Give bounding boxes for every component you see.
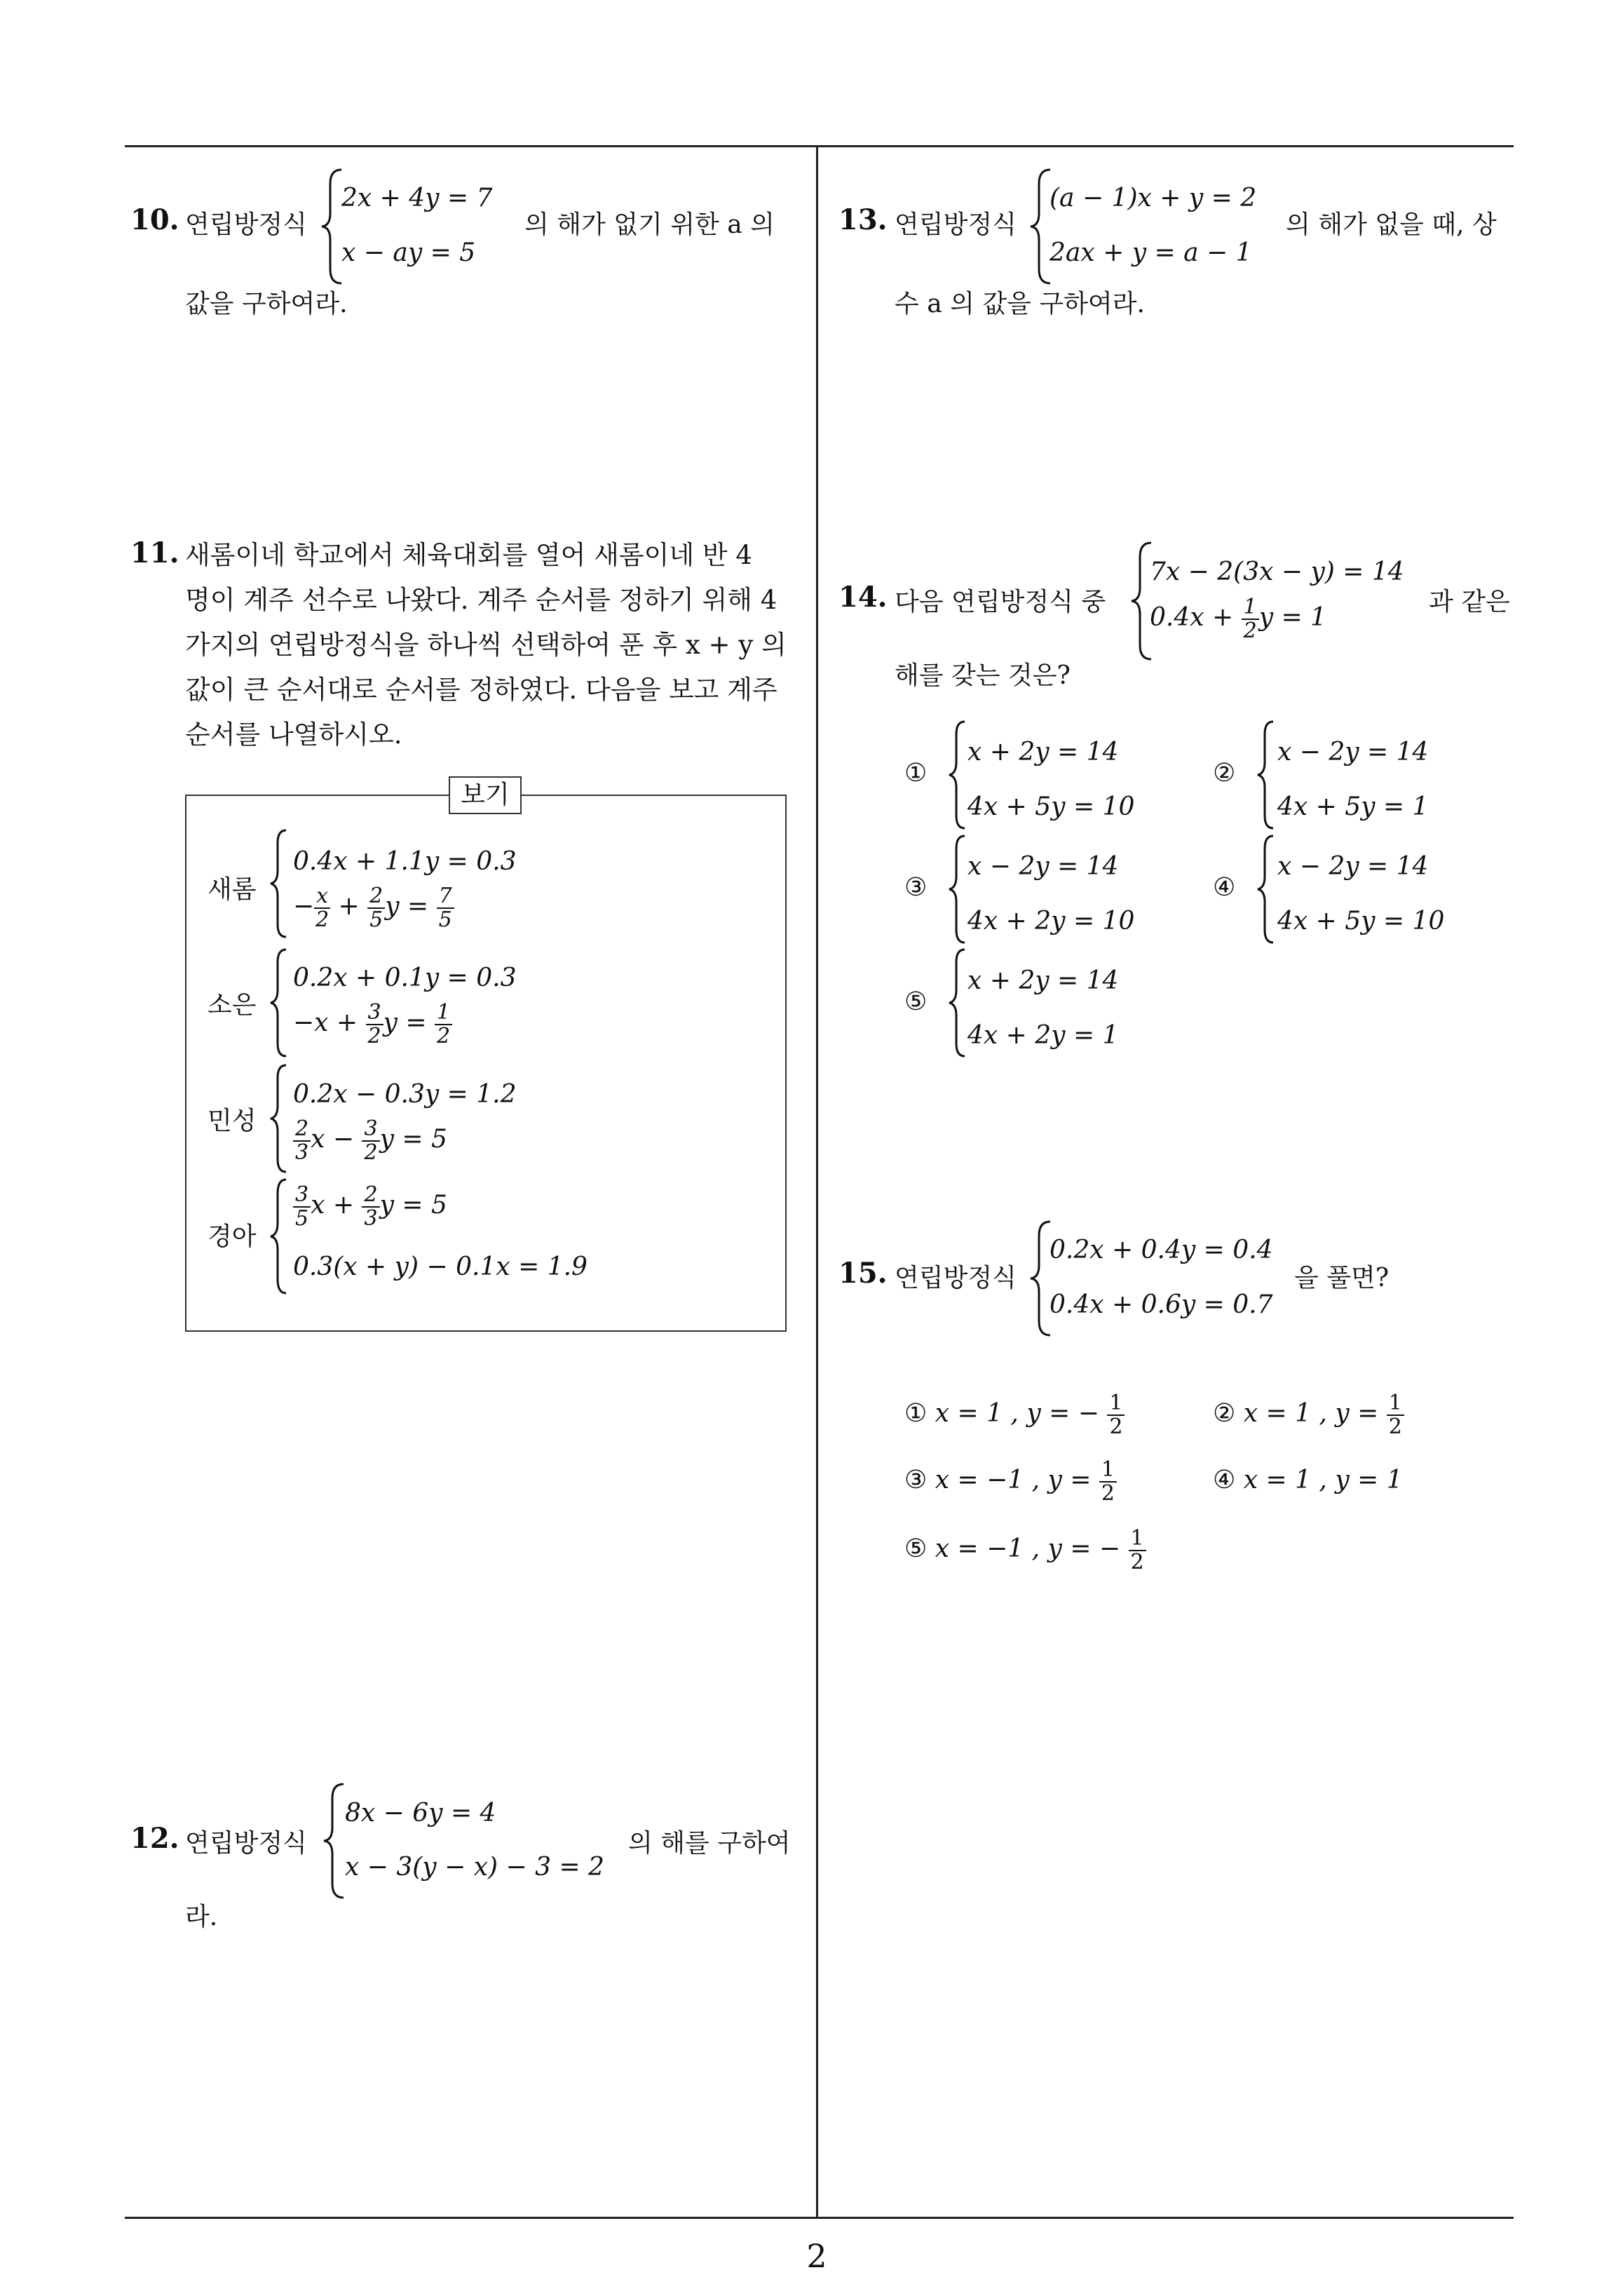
numerator: 3 xyxy=(366,1001,383,1025)
option-3-eq2: 4x + 2y = 10 xyxy=(967,907,1135,936)
option-mark: ② xyxy=(1213,1399,1236,1428)
question-number: 11. xyxy=(130,536,179,569)
text-line: 순서를 나열하시오. xyxy=(185,720,402,750)
numerator: x xyxy=(314,885,330,909)
option-5-eq1: x + 2y = 14 xyxy=(967,966,1119,995)
equation-1: 7x − 2(3x − y) = 14 xyxy=(1150,558,1404,586)
numerator: 1 xyxy=(1107,1392,1125,1416)
equation-2 xyxy=(293,1001,452,1048)
eq-part: y = 5 xyxy=(379,1125,447,1154)
numerator: 1 xyxy=(1242,596,1259,620)
question-lead: 연립방정식 xyxy=(185,210,307,239)
text-line: 가지의 연립방정식을 하나씩 선택하여 푼 후 x + y 의 xyxy=(185,630,787,660)
equation-2: 0.4x + 0.6y = 0.7 xyxy=(1050,1290,1273,1319)
equation-1: 0.2x + 0.4y = 0.4 xyxy=(1050,1236,1273,1264)
equation-1: 0.2x + 0.1y = 0.3 xyxy=(293,964,517,992)
question-tail-2: 값을 구하여라. xyxy=(185,290,348,318)
denominator: 2 xyxy=(1109,1414,1123,1439)
student-name: 새롬 xyxy=(208,875,257,904)
question-lead: 연립방정식 xyxy=(895,210,1017,239)
eq-part: + xyxy=(338,892,360,921)
option-4[interactable] xyxy=(1213,1466,1403,1494)
question-lead: 연립방정식 xyxy=(185,1829,307,1858)
eq-part: −x + xyxy=(293,1008,358,1037)
equation-1: 0.4x + 1.1y = 0.3 xyxy=(293,847,517,876)
numerator: 2 xyxy=(293,1118,311,1142)
option-mark: ④ xyxy=(1213,1466,1236,1494)
option-text: x = 1 , y = xyxy=(1243,1399,1379,1428)
denominator: 2 xyxy=(437,1024,451,1048)
option-mark: ③ xyxy=(904,1466,928,1494)
bottom-rule xyxy=(125,2217,1514,2219)
question-number: 12. xyxy=(130,1822,179,1855)
numerator: 3 xyxy=(293,1184,311,1208)
denominator: 2 xyxy=(1130,1550,1144,1574)
eq-part: y = xyxy=(383,1008,427,1037)
option-4-mark[interactable]: ④ xyxy=(1213,873,1236,902)
denominator: 2 xyxy=(1388,1414,1402,1439)
eq-part: − xyxy=(293,892,315,921)
fraction xyxy=(314,885,330,931)
option-3[interactable] xyxy=(904,1459,1117,1505)
brace-icon xyxy=(946,833,969,945)
question-tail: 의 해가 없을 때, 상 xyxy=(1286,210,1497,239)
brace-icon xyxy=(268,1177,290,1296)
option-text: x = −1 , y = xyxy=(935,1466,1092,1494)
numerator: 3 xyxy=(362,1118,379,1142)
denominator: 3 xyxy=(364,1206,378,1231)
numerator: 1 xyxy=(1387,1392,1404,1416)
option-3-eq1: x − 2y = 14 xyxy=(967,852,1119,881)
option-5-eq2: 4x + 2y = 1 xyxy=(967,1021,1119,1050)
fraction xyxy=(293,1184,311,1230)
page-number: 2 xyxy=(806,2237,827,2275)
option-2[interactable] xyxy=(1213,1392,1404,1438)
fraction xyxy=(435,1001,452,1048)
brace-icon xyxy=(268,947,290,1059)
brace-icon xyxy=(946,719,969,831)
text-line: 값이 큰 순서대로 순서를 정하였다. 다음을 보고 계주 xyxy=(185,675,777,705)
equation-2 xyxy=(293,885,454,931)
option-text: x = −1 , y = − xyxy=(935,1534,1121,1563)
option-5[interactable] xyxy=(904,1527,1146,1574)
equation-1: 0.2x − 0.3y = 1.2 xyxy=(293,1080,517,1109)
brace-icon xyxy=(946,947,969,1059)
denominator: 2 xyxy=(367,1024,381,1048)
option-mark: ① xyxy=(904,1399,928,1428)
box-label: 보기 xyxy=(449,776,522,814)
eq-part: y = 5 xyxy=(379,1191,447,1220)
equation-2: 0.3(x + y) − 0.1x = 1.9 xyxy=(293,1252,588,1281)
equation-1 xyxy=(293,1184,447,1230)
equation-2: 2ax + y = a − 1 xyxy=(1050,238,1252,267)
fraction xyxy=(366,1001,383,1048)
text-line: 명이 계주 선수로 나왔다. 계주 순서를 정하기 위해 4 xyxy=(185,585,777,615)
question-tail: 의 해를 구하여 xyxy=(628,1829,791,1858)
question-tail: 을 풀면? xyxy=(1294,1264,1390,1292)
question-tail-2: 해를 갖는 것은? xyxy=(895,661,1071,690)
eq-part: x − xyxy=(311,1125,355,1154)
numerator: 1 xyxy=(1099,1459,1117,1483)
option-5-mark[interactable]: ⑤ xyxy=(904,987,928,1016)
eq-part: 0.4x + xyxy=(1150,603,1234,632)
equation-2 xyxy=(293,1118,447,1164)
numerator: 1 xyxy=(1129,1527,1146,1551)
option-2-mark[interactable]: ② xyxy=(1213,759,1236,788)
fraction xyxy=(1099,1459,1117,1505)
numerator: 7 xyxy=(437,885,454,909)
question-number: 10. xyxy=(130,203,179,236)
denominator: 5 xyxy=(369,907,383,932)
text-line: 새롬이네 학교에서 체육대회를 열어 새롬이네 반 4 xyxy=(185,540,752,570)
option-4-eq1: x − 2y = 14 xyxy=(1277,852,1429,881)
option-2-eq1: x − 2y = 14 xyxy=(1277,738,1429,767)
denominator: 5 xyxy=(438,907,452,932)
question-number: 14. xyxy=(838,581,888,614)
numerator: 2 xyxy=(367,885,385,909)
option-4-eq2: 4x + 5y = 10 xyxy=(1277,907,1445,936)
equation-1: 2x + 4y = 7 xyxy=(341,184,493,212)
fraction xyxy=(1387,1392,1404,1438)
fraction xyxy=(293,1118,311,1164)
option-1-eq2: 4x + 5y = 10 xyxy=(967,792,1135,821)
option-text: x = 1 , y = 1 xyxy=(1243,1466,1403,1494)
fraction xyxy=(362,1118,379,1164)
question-number: 13. xyxy=(838,203,888,236)
option-2-eq2: 4x + 5y = 1 xyxy=(1277,792,1429,821)
numerator: 2 xyxy=(362,1184,379,1208)
question-body xyxy=(185,533,787,757)
equation-2: x − 3(y − x) − 3 = 2 xyxy=(345,1853,604,1882)
eq-part: x + xyxy=(311,1191,355,1220)
question-tail: 의 해가 없기 위한 a 의 xyxy=(524,210,775,239)
fraction xyxy=(1107,1392,1125,1438)
eq-part: y = xyxy=(385,892,429,921)
option-1[interactable] xyxy=(904,1392,1125,1438)
equation-1: 8x − 6y = 4 xyxy=(345,1799,496,1828)
student-name: 경아 xyxy=(208,1222,257,1251)
option-1-mark[interactable]: ① xyxy=(904,759,928,788)
top-rule xyxy=(125,145,1514,147)
brace-icon xyxy=(1255,719,1277,831)
option-3-mark[interactable]: ③ xyxy=(904,873,928,902)
denominator: 5 xyxy=(295,1206,309,1231)
denominator: 2 xyxy=(364,1140,378,1165)
fraction xyxy=(1242,596,1259,642)
option-mark: ⑤ xyxy=(904,1534,928,1563)
question-number: 15. xyxy=(838,1257,888,1290)
brace-icon xyxy=(1255,833,1277,945)
equation-2: x − ay = 5 xyxy=(341,238,476,267)
brace-icon xyxy=(268,828,290,940)
denominator: 2 xyxy=(315,907,330,932)
column-divider xyxy=(816,146,818,2218)
brace-icon xyxy=(268,1062,290,1175)
equation-2 xyxy=(1150,596,1326,642)
denominator: 3 xyxy=(295,1140,309,1165)
denominator: 2 xyxy=(1101,1481,1115,1506)
question-lead: 연립방정식 xyxy=(895,1264,1017,1292)
option-1-eq1: x + 2y = 14 xyxy=(967,738,1119,767)
denominator: 2 xyxy=(1243,619,1257,643)
question-tail-2: 수 a 의 값을 구하여라. xyxy=(895,290,1145,318)
question-tail: 과 같은 xyxy=(1429,588,1510,616)
fraction xyxy=(367,885,385,931)
question-lead: 다음 연립방정식 중 xyxy=(895,588,1106,616)
numerator: 1 xyxy=(435,1001,452,1025)
fraction xyxy=(437,885,454,931)
student-name: 민성 xyxy=(208,1107,257,1135)
equation-1: (a − 1)x + y = 2 xyxy=(1050,184,1257,212)
fraction xyxy=(1129,1527,1146,1574)
student-name: 소은 xyxy=(208,991,257,1020)
option-text: x = 1 , y = − xyxy=(935,1399,1099,1428)
eq-part: y = 1 xyxy=(1258,603,1327,632)
question-tail-2: 라. xyxy=(185,1903,218,1931)
fraction xyxy=(362,1184,379,1230)
